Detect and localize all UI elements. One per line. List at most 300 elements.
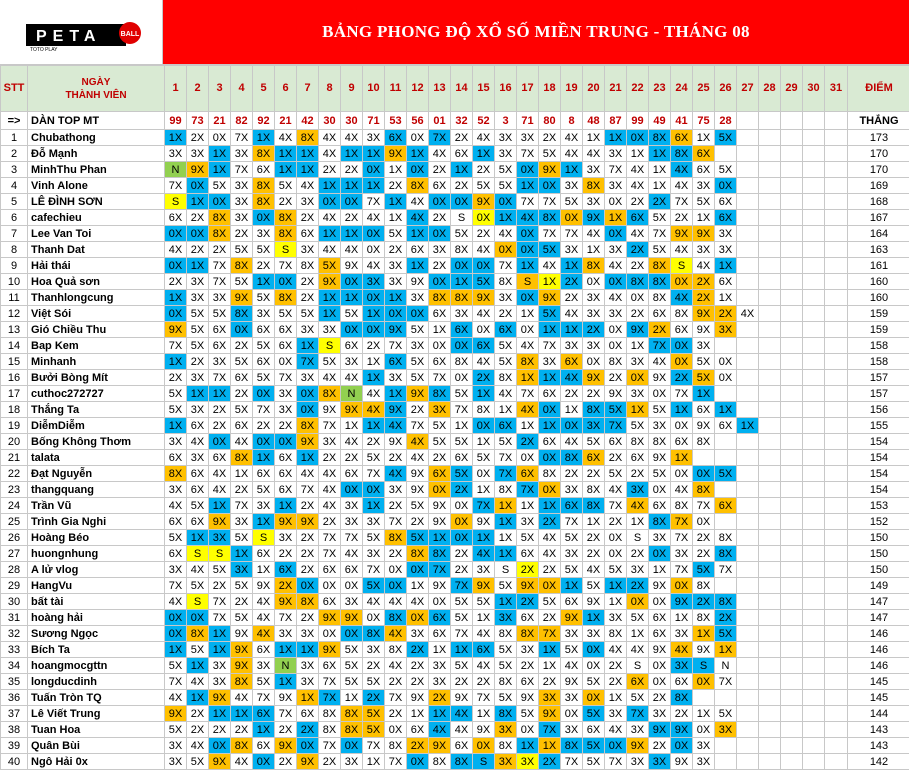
day-result-cell: 7X (605, 754, 627, 770)
day-result-cell: 6X (253, 466, 275, 482)
day-result-cell: 1X (517, 738, 539, 754)
day-result-cell: 1X (473, 610, 495, 626)
day-result-cell: 3X (187, 290, 209, 306)
day-result-cell: 9X (385, 146, 407, 162)
day-result-cell: 4X (231, 754, 253, 770)
day-result-cell: 6X (275, 338, 297, 354)
day-result-cell: 6X (297, 226, 319, 242)
day-result-cell: 0X (363, 610, 385, 626)
day-result-cell (825, 450, 848, 466)
day-result-cell: 0X (429, 594, 451, 610)
day-result-cell: 6X (231, 418, 253, 434)
table-row (1, 306, 909, 322)
day-result-cell: 5X (715, 626, 737, 642)
day-result-cell: 3X (539, 354, 561, 370)
day-result-cell (781, 242, 803, 258)
day-result-cell: 9X (231, 626, 253, 642)
day-result-cell: 1X (385, 386, 407, 402)
day-result-cell (737, 466, 759, 482)
day-result-cell: 9X (407, 386, 429, 402)
day-result-cell: 5X (209, 178, 231, 194)
member-stt: 18 (1, 402, 28, 418)
day-result-cell: 9X (539, 706, 561, 722)
day-result-cell: S (209, 546, 231, 562)
day-result-cell: 6X (451, 450, 473, 466)
day-result-cell (737, 578, 759, 594)
day-result-cell: 2X (297, 274, 319, 290)
day-result-cell (781, 610, 803, 626)
day-result-cell: 2X (605, 514, 627, 530)
day-result-cell: 0X (451, 530, 473, 546)
member-name: bất tài (28, 594, 165, 610)
day-result-cell: 0X (627, 370, 649, 386)
day-result-cell (737, 674, 759, 690)
day-result-cell: 4X (363, 402, 385, 418)
day-result-cell: 5X (407, 530, 429, 546)
day-result-cell: 8X (517, 626, 539, 642)
day-result-cell: 0X (385, 722, 407, 738)
day-result-cell: 7X (231, 498, 253, 514)
day-result-cell: 0X (671, 738, 693, 754)
day-result-cell: 8X (495, 482, 517, 498)
member-stt: 3 (1, 162, 28, 178)
day-result-cell: 1X (231, 546, 253, 562)
day-result-cell: 2X (297, 610, 319, 626)
day-result-cell: 8X (517, 354, 539, 370)
day-result-cell: 1X (363, 498, 385, 514)
day-result-cell: 7X (319, 546, 341, 562)
day-result-cell: 8X (231, 306, 253, 322)
top-number-cell: 56 (407, 112, 429, 130)
day-result-cell: 7X (209, 610, 231, 626)
day-result-cell: 1X (319, 306, 341, 322)
day-result-cell: 5X (363, 706, 385, 722)
day-result-cell: 2X (319, 514, 341, 530)
day-result-cell: 3X (561, 338, 583, 354)
day-result-cell: 3X (385, 370, 407, 386)
day-result-cell: 4X (737, 306, 759, 322)
day-result-cell: 7X (473, 690, 495, 706)
day-result-cell: 7X (363, 466, 385, 482)
day-result-cell: 6X (165, 210, 187, 226)
day-result-cell: 1X (319, 290, 341, 306)
day-result-cell: 7X (385, 338, 407, 354)
member-stt: 19 (1, 418, 28, 434)
day-result-cell: 1X (363, 178, 385, 194)
top-row (1, 112, 909, 130)
day-result-cell: 1X (275, 674, 297, 690)
table-row (1, 402, 909, 418)
day-result-cell: 0X (341, 482, 363, 498)
day-result-cell: 6X (671, 322, 693, 338)
day-result-cell: 3X (473, 562, 495, 578)
member-name: cafechieu (28, 210, 165, 226)
day-result-cell: 2X (253, 418, 275, 434)
day-result-cell: 9X (341, 402, 363, 418)
day-result-cell: 7X (539, 338, 561, 354)
day-result-cell: 0X (165, 626, 187, 642)
day-result-cell (737, 194, 759, 210)
header-day: 13 (429, 66, 451, 112)
day-result-cell: 3X (341, 594, 363, 610)
top-number-cell: 01 (429, 112, 451, 130)
day-result-cell: 1X (209, 706, 231, 722)
day-result-cell (781, 450, 803, 466)
day-result-cell: 7X (407, 418, 429, 434)
day-result-cell: 2X (583, 530, 605, 546)
day-result-cell: 5X (583, 674, 605, 690)
day-result-cell: 9X (297, 514, 319, 530)
day-result-cell: 4X (363, 258, 385, 274)
day-result-cell: 3X (649, 418, 671, 434)
day-result-cell: 3X (187, 274, 209, 290)
day-result-cell: 2X (451, 562, 473, 578)
day-result-cell: 7X (275, 370, 297, 386)
day-result-cell: 9X (517, 690, 539, 706)
day-result-cell: 0X (451, 498, 473, 514)
day-result-cell: 0X (187, 178, 209, 194)
day-result-cell: 8X (231, 738, 253, 754)
day-result-cell: 7X (495, 450, 517, 466)
day-result-cell: 7X (627, 706, 649, 722)
day-result-cell: 2X (253, 258, 275, 274)
day-result-cell: 4X (627, 642, 649, 658)
day-result-cell: 0X (561, 418, 583, 434)
day-result-cell (737, 546, 759, 562)
day-result-cell: 3X (363, 642, 385, 658)
day-result-cell (781, 258, 803, 274)
day-result-cell: 5X (187, 754, 209, 770)
day-result-cell: 3X (627, 386, 649, 402)
table-row (1, 450, 909, 466)
day-result-cell (759, 130, 781, 146)
day-result-cell: 6X (429, 178, 451, 194)
member-stt: 28 (1, 562, 28, 578)
day-result-cell: 2X (561, 386, 583, 402)
day-result-cell: 4X (539, 530, 561, 546)
day-result-cell: 0X (715, 370, 737, 386)
day-result-cell: 3X (649, 530, 671, 546)
day-result-cell: 2X (627, 258, 649, 274)
day-result-cell (825, 130, 848, 146)
day-result-cell: 4X (231, 434, 253, 450)
member-stt: 11 (1, 290, 28, 306)
day-result-cell: 4X (583, 562, 605, 578)
day-result-cell (759, 546, 781, 562)
day-result-cell: 4X (561, 434, 583, 450)
day-result-cell (803, 402, 825, 418)
member-name: LÊ ĐÌNH SƠN (28, 194, 165, 210)
day-result-cell (759, 626, 781, 642)
day-result-cell: 3X (209, 290, 231, 306)
header-day: 4 (231, 66, 253, 112)
member-name: Bưởi Bòng Mít (28, 370, 165, 386)
day-result-cell: 5X (561, 562, 583, 578)
day-result-cell: 0X (715, 178, 737, 194)
day-result-cell: 8X (275, 210, 297, 226)
day-result-cell: 3X (693, 338, 715, 354)
day-result-cell: 8X (363, 626, 385, 642)
day-result-cell: 4X (407, 450, 429, 466)
day-result-cell: 1X (209, 498, 231, 514)
day-result-cell: 6X (517, 610, 539, 626)
day-result-cell (759, 162, 781, 178)
day-result-cell: 1X (627, 402, 649, 418)
day-result-cell: 0X (341, 194, 363, 210)
day-result-cell: 0X (561, 706, 583, 722)
header-day: 21 (605, 66, 627, 112)
day-result-cell: 5X (561, 642, 583, 658)
day-result-cell: 8X (649, 514, 671, 530)
day-result-cell (781, 210, 803, 226)
day-result-cell: 8X (187, 626, 209, 642)
day-result-cell: 2X (187, 706, 209, 722)
day-result-cell (825, 642, 848, 658)
member-stt: 37 (1, 706, 28, 722)
day-result-cell: 0X (605, 338, 627, 354)
day-result-cell: 9X (649, 450, 671, 466)
day-result-cell (737, 626, 759, 642)
day-result-cell: 3X (605, 178, 627, 194)
day-result-cell: 3X (627, 754, 649, 770)
member-name: longducdinh (28, 674, 165, 690)
day-result-cell: 0X (341, 578, 363, 594)
day-result-cell (781, 706, 803, 722)
day-result-cell: 3X (187, 402, 209, 418)
day-result-cell: 3X (495, 146, 517, 162)
day-result-cell: 5X (231, 530, 253, 546)
member-stt: 35 (1, 674, 28, 690)
day-result-cell: 2X (473, 674, 495, 690)
day-result-cell: 8X (671, 146, 693, 162)
day-result-cell: 3X (583, 306, 605, 322)
day-result-cell (737, 162, 759, 178)
day-result-cell: 1X (627, 514, 649, 530)
header-day: 30 (803, 66, 825, 112)
day-result-cell (803, 642, 825, 658)
day-result-cell: 9X (429, 738, 451, 754)
day-result-cell: 3X (605, 706, 627, 722)
day-result-cell: 8X (495, 370, 517, 386)
day-result-cell (803, 706, 825, 722)
day-result-cell: 8X (495, 738, 517, 754)
day-result-cell: 2X (297, 562, 319, 578)
day-result-cell: 6X (209, 450, 231, 466)
day-result-cell: 2X (583, 386, 605, 402)
day-result-cell: 4X (319, 146, 341, 162)
member-name: Bap Kem (28, 338, 165, 354)
day-result-cell: 6X (275, 562, 297, 578)
day-result-cell: 0X (605, 546, 627, 562)
day-result-cell: 2X (407, 658, 429, 674)
day-result-cell: 6X (627, 210, 649, 226)
day-result-cell: 2X (231, 482, 253, 498)
top-number-cell: 48 (583, 112, 605, 130)
day-result-cell: 2X (715, 306, 737, 322)
day-result-cell: 1X (363, 354, 385, 370)
day-result-cell (737, 146, 759, 162)
day-result-cell: 2X (319, 450, 341, 466)
day-result-cell: 7X (451, 578, 473, 594)
day-result-cell (759, 258, 781, 274)
day-result-cell: 0X (187, 226, 209, 242)
day-result-cell: 0X (363, 242, 385, 258)
table-row (1, 146, 909, 162)
day-result-cell: 6X (671, 130, 693, 146)
day-result-cell: 7X (715, 674, 737, 690)
table-row (1, 434, 909, 450)
day-result-cell (803, 258, 825, 274)
day-result-cell: 5X (319, 354, 341, 370)
day-result-cell: 4X (451, 722, 473, 738)
top-number-cell: 71 (363, 112, 385, 130)
table-row (1, 530, 909, 546)
day-result-cell: 0X (363, 482, 385, 498)
day-result-cell: 9X (627, 738, 649, 754)
day-result-cell: 0X (363, 162, 385, 178)
day-result-cell: 2X (539, 754, 561, 770)
day-result-cell: S (627, 530, 649, 546)
day-result-cell (693, 690, 715, 706)
day-result-cell: 7X (319, 674, 341, 690)
day-result-cell: 5X (539, 306, 561, 322)
day-result-cell: 2X (451, 482, 473, 498)
day-result-cell: 9X (385, 322, 407, 338)
member-name: Bích Ta (28, 642, 165, 658)
day-result-cell: 1X (495, 594, 517, 610)
top-row-name: DÀN TOP MT (28, 112, 165, 130)
day-result-cell (759, 418, 781, 434)
logo-ball-text: BALL (120, 31, 140, 38)
header-day: 9 (341, 66, 363, 112)
day-result-cell: 8X (297, 594, 319, 610)
day-result-cell: 2X (451, 178, 473, 194)
day-result-cell: 4X (385, 658, 407, 674)
day-result-cell (803, 562, 825, 578)
day-result-cell: 5X (451, 466, 473, 482)
day-result-cell: 8X (693, 482, 715, 498)
day-result-cell (803, 434, 825, 450)
day-result-cell: 5X (473, 178, 495, 194)
day-result-cell: 1X (495, 402, 517, 418)
day-result-cell: 4X (341, 546, 363, 562)
top-number-cell (737, 112, 759, 130)
day-result-cell: 9X (319, 610, 341, 626)
day-result-cell: 4X (187, 562, 209, 578)
day-result-cell: 0X (473, 258, 495, 274)
day-result-cell: 9X (473, 578, 495, 594)
day-result-cell (803, 658, 825, 674)
day-result-cell: 5X (715, 706, 737, 722)
day-result-cell: S (495, 562, 517, 578)
day-result-cell: 9X (275, 594, 297, 610)
day-result-cell (737, 226, 759, 242)
day-result-cell: 0X (165, 226, 187, 242)
day-result-cell: 5X (583, 434, 605, 450)
day-result-cell: 2X (363, 658, 385, 674)
day-result-cell: 1X (297, 690, 319, 706)
day-result-cell: 0X (231, 322, 253, 338)
day-result-cell: 0X (671, 578, 693, 594)
member-stt: 29 (1, 578, 28, 594)
day-result-cell: 7X (231, 162, 253, 178)
day-result-cell: 0X (297, 738, 319, 754)
day-result-cell: 2X (187, 722, 209, 738)
day-result-cell (803, 722, 825, 738)
day-result-cell: 2X (187, 242, 209, 258)
day-result-cell (803, 274, 825, 290)
day-result-cell (759, 402, 781, 418)
day-result-cell: 3X (385, 258, 407, 274)
day-result-cell: 9X (407, 690, 429, 706)
day-result-cell: 7X (363, 194, 385, 210)
member-name: Hải thái (28, 258, 165, 274)
day-result-cell: 0X (539, 482, 561, 498)
day-result-cell: 4X (319, 130, 341, 146)
day-result-cell: S (627, 658, 649, 674)
day-result-cell: 1X (693, 210, 715, 226)
day-result-cell (803, 146, 825, 162)
day-result-cell: 6X (429, 626, 451, 642)
day-result-cell: 7X (649, 338, 671, 354)
day-result-cell: 3X (275, 626, 297, 642)
day-result-cell (803, 450, 825, 466)
day-result-cell: 6X (627, 450, 649, 466)
day-result-cell: 5X (539, 242, 561, 258)
day-result-cell: 4X (253, 626, 275, 642)
day-result-cell: 6X (649, 306, 671, 322)
day-result-cell: 8X (583, 258, 605, 274)
top-number-cell: 30 (319, 112, 341, 130)
day-result-cell: 0X (649, 546, 671, 562)
day-result-cell: 8X (649, 258, 671, 274)
day-result-cell (759, 498, 781, 514)
day-result-cell: 1X (583, 130, 605, 146)
member-score: 170 (848, 146, 909, 162)
day-result-cell: 0X (583, 658, 605, 674)
day-result-cell: 2X (693, 546, 715, 562)
day-result-cell: 6X (187, 482, 209, 498)
day-result-cell (781, 226, 803, 242)
day-result-cell: 8X (627, 274, 649, 290)
day-result-cell: 1X (715, 402, 737, 418)
day-result-cell: 3X (385, 274, 407, 290)
day-result-cell: 5X (451, 610, 473, 626)
day-result-cell: 5X (253, 370, 275, 386)
day-result-cell: 3X (517, 642, 539, 658)
day-result-cell: 7X (209, 258, 231, 274)
day-result-cell: 3X (495, 290, 517, 306)
day-result-cell: S (165, 194, 187, 210)
day-result-cell: 8X (561, 738, 583, 754)
day-result-cell: 6X (253, 706, 275, 722)
day-result-cell: 5X (165, 402, 187, 418)
table-row (1, 178, 909, 194)
day-result-cell: 7X (429, 130, 451, 146)
day-result-cell: 3X (561, 626, 583, 642)
day-result-cell (825, 370, 848, 386)
day-result-cell: 0X (209, 194, 231, 210)
day-result-cell: 2X (539, 674, 561, 690)
day-result-cell: 5X (363, 450, 385, 466)
day-result-cell: 2X (451, 674, 473, 690)
day-result-cell (759, 658, 781, 674)
day-result-cell: 5X (187, 338, 209, 354)
day-result-cell: 1X (605, 594, 627, 610)
day-result-cell: 5X (165, 658, 187, 674)
day-result-cell: 0X (385, 562, 407, 578)
day-result-cell: 9X (671, 594, 693, 610)
